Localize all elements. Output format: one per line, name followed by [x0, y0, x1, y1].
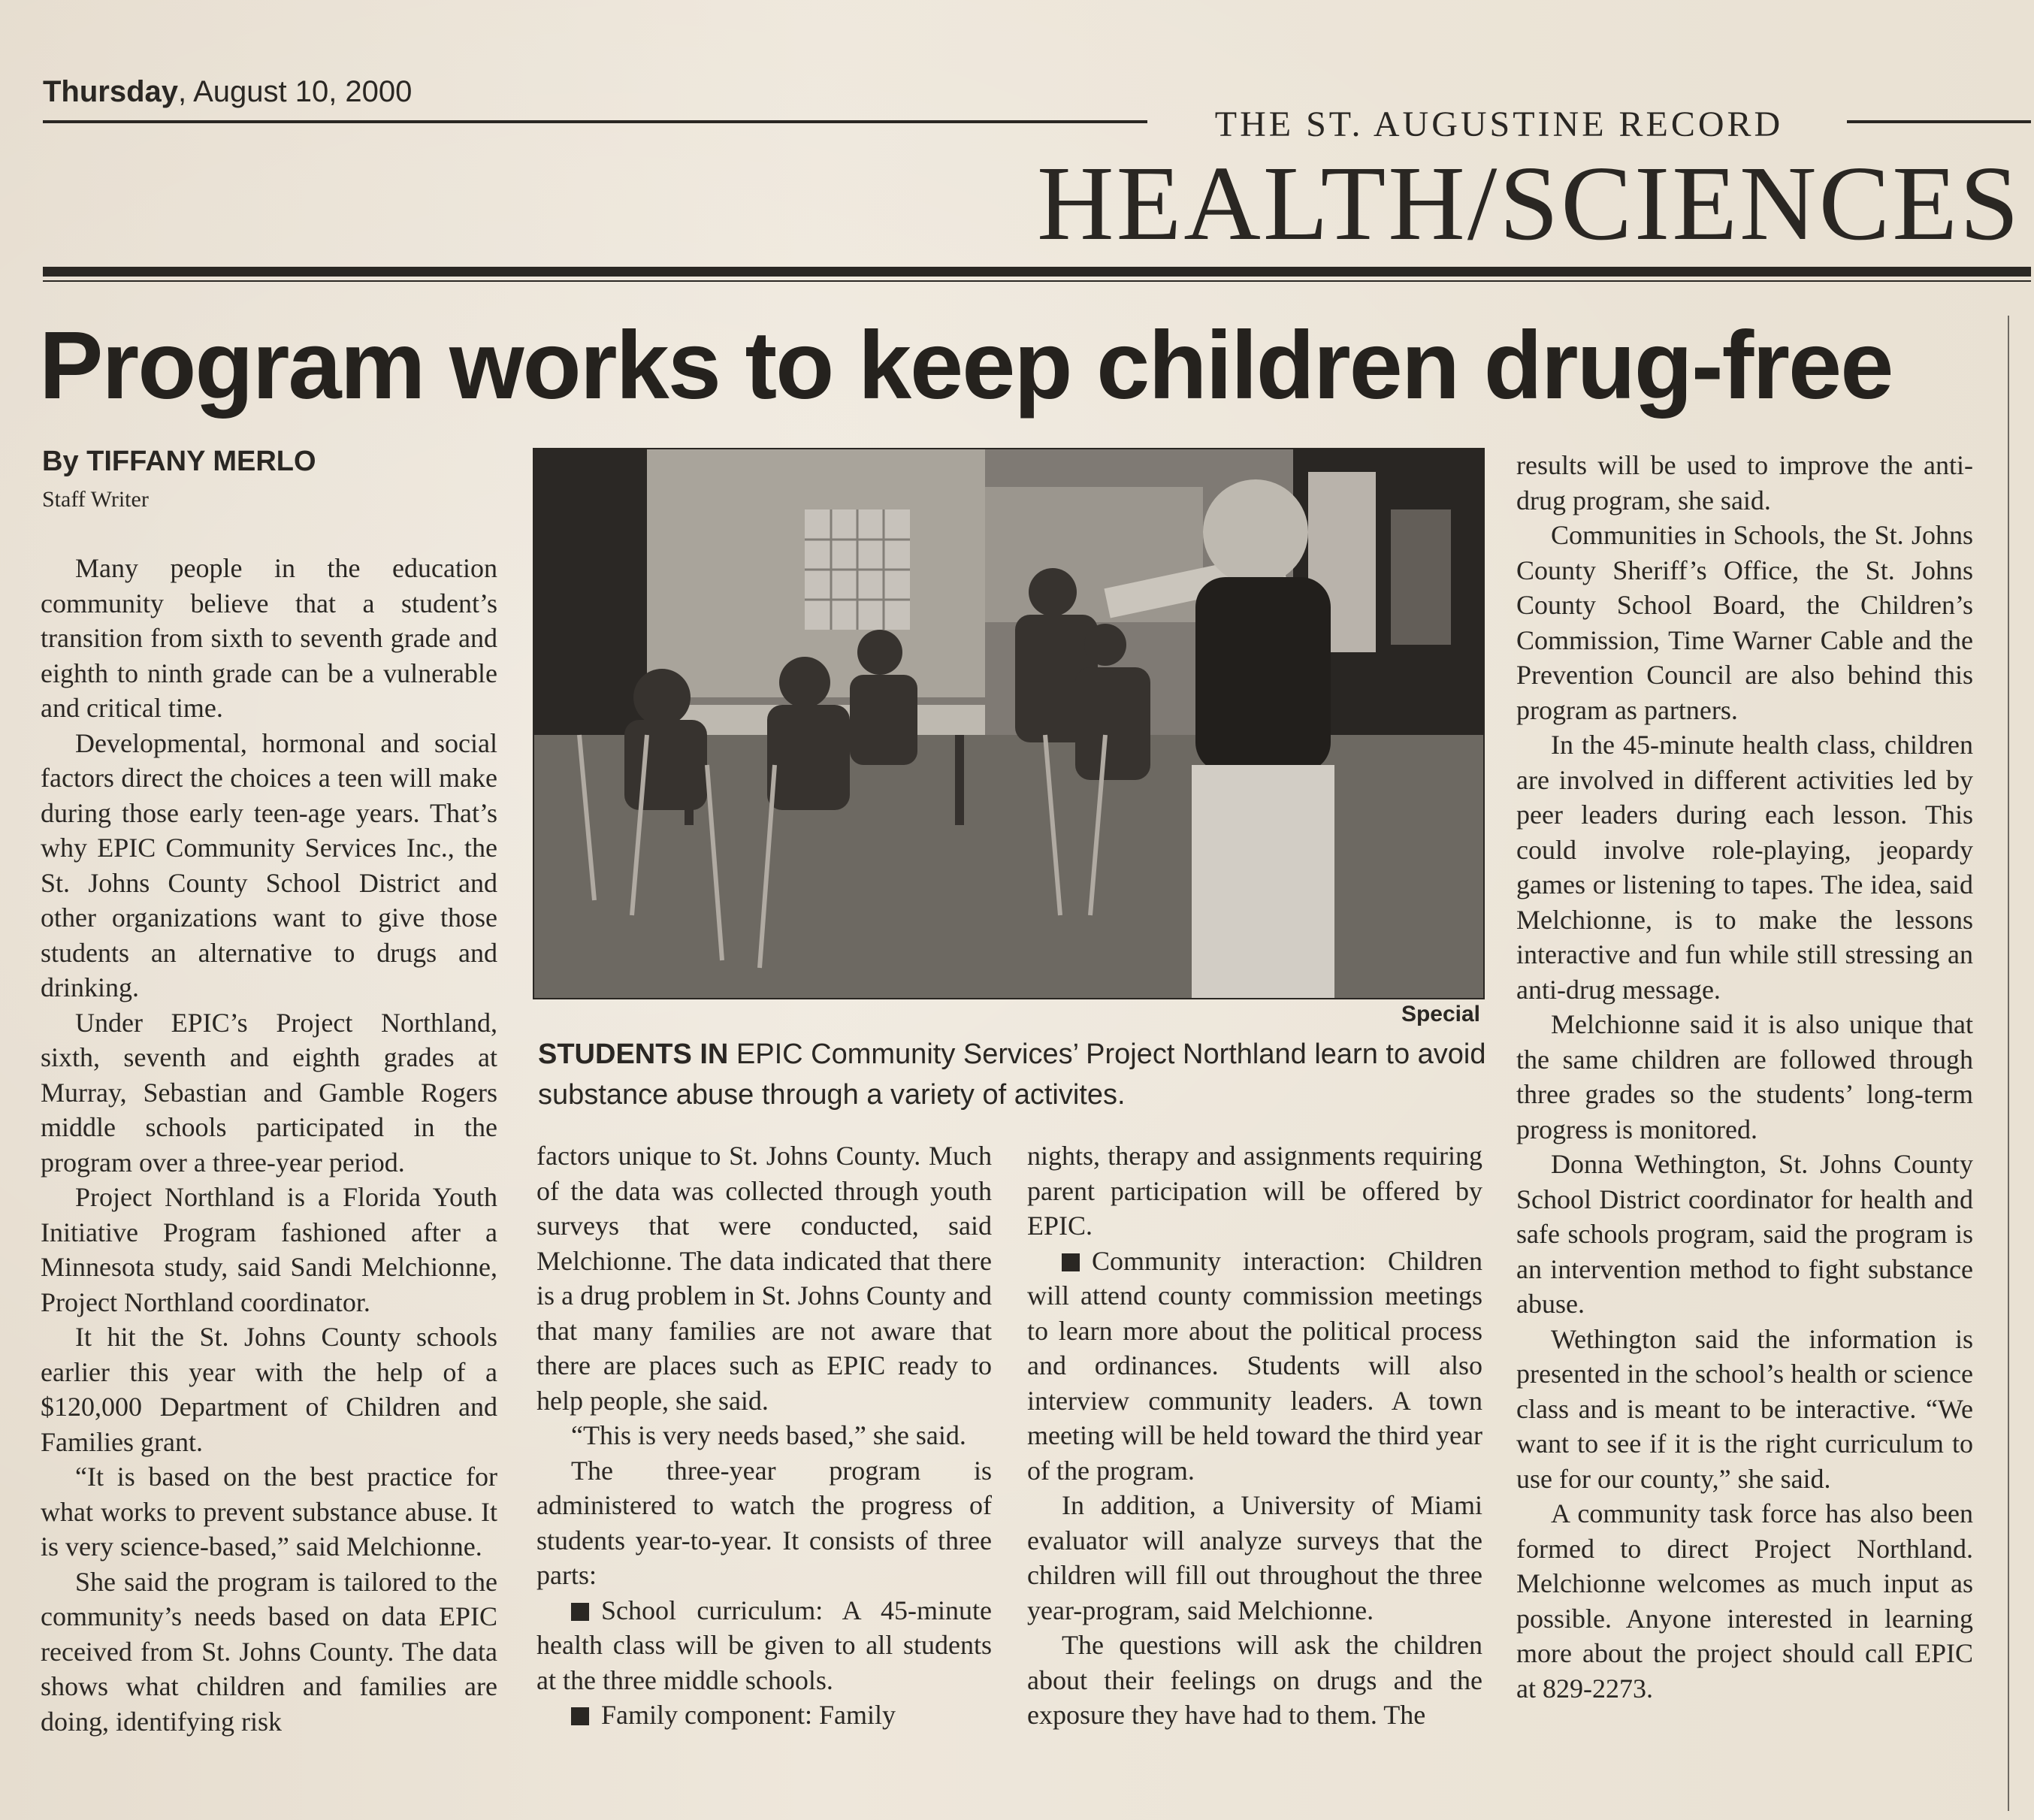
article-column-2	[536, 1138, 992, 1733]
dateline-date: , August 10, 2000	[178, 75, 413, 108]
article-column-4	[1516, 448, 1973, 1706]
photo-credit: Special	[1401, 1002, 1480, 1026]
paragraph: In addition, a University of Miami evaluator will analyze surveys that the children will fill out throughout the three year-program, said Melchionne.	[1027, 1490, 1482, 1625]
caption-lead: STUDENTS IN	[538, 1038, 729, 1070]
paragraph: factors unique to St. Johns County. Much of the data was collected through youth surveys that were conducted, said Melchionne. The data indicated that there is a drug problem in St. Johns County and that many families are not aware that there are places such as EPIC ready to help people, she said.	[536, 1141, 992, 1416]
bullet-text: School curriculum: A 45-minute health class will be given to all students at the three middle schools.	[536, 1595, 992, 1695]
dateline	[43, 75, 412, 109]
headline: Program works to keep children drug-free	[39, 312, 1893, 419]
paragraph: It hit the St. Johns County schools earlier this year with the help of a $120,000 Department of Children and Families grant.	[41, 1322, 497, 1457]
paragraph: Under EPIC’s Project Northland, sixth, seventh and eighth grades at Murray, Sebastian and Gamble Rogers middle schools participated in the program over a three-year period.	[41, 1007, 497, 1178]
paragraph: results will be used to improve the anti-drug program, she said.	[1516, 450, 1973, 515]
bullet-paragraph	[1027, 1244, 1482, 1489]
paragraph: She said the program is tailored to the community’s needs based on data EPIC received from St. Johns County. The data shows what children and families are doing, identifying risk	[41, 1566, 497, 1737]
paragraph: Communities in Schools, the St. Johns County Sheriff’s Office, the St. Johns County School Board, the Children’s Commission, Time Warner Cable and the Prevention Council are also behind this program as partners.	[1516, 520, 1973, 725]
paragraph: The three-year program is administered to watch the progress of students year-to-year. It consists of three parts:	[536, 1455, 992, 1590]
clipping-edge-rule	[2008, 316, 2009, 1811]
classroom-photo-illustration	[534, 449, 1483, 998]
newspaper-name: THE ST. AUGUSTINE RECORD	[1214, 104, 1784, 144]
article-photo	[533, 448, 1485, 999]
paragraph: Project Northland is a Florida Youth Initiative Program fashioned after a Minnesota study, said Sandi Melchionne, Project Northland coordinator.	[41, 1182, 497, 1317]
section-thin-rule	[43, 280, 2031, 282]
paragraph: nights, therapy and assignments requiring parent participation will be offered by EPIC.	[1027, 1141, 1482, 1241]
caption-text: EPIC Community Services’ Project Northland learn to avoid substance abuse through a variety of activites.	[538, 1038, 1486, 1111]
article-column-1	[41, 551, 497, 1739]
paragraph: Many people in the education community believe that a student’s transition from sixth to seventh grade and eighth to ninth grade can be a vulnerable and critical time.	[41, 553, 497, 723]
bullet-paragraph	[536, 1593, 992, 1698]
paragraph: Developmental, hormonal and social factors direct the choices a teen will make during those early teen-age years. That’s why EPIC Community Services Inc., the St. Johns County School District and other organizations want to give those students an alternative to drugs and drinking.	[41, 727, 497, 1002]
dateline-day: Thursday	[43, 75, 179, 108]
byline: By TIFFANY MERLO	[42, 446, 316, 477]
section-title: HEALTH/SCIENCES	[1037, 144, 2021, 262]
masthead-rule-left	[43, 120, 1147, 123]
bullet-paragraph	[536, 1698, 992, 1733]
paragraph: “It is based on the best practice for what works to prevent substance abuse. It is very science-based,” said Melchionne.	[41, 1462, 497, 1562]
paragraph: “This is very needs based,” she said.	[571, 1420, 966, 1450]
bullet-text: Community interaction: Children will attend county commission meetings to learn more about the political process and ordinances. Students will also interview community leaders. A town meeting will be held toward the third year of the program.	[1027, 1245, 1482, 1486]
paragraph: Melchionne said it is also unique that the same children are followed through three grades so the students’ long-term progress is monitored.	[1516, 1009, 1973, 1144]
paragraph: The questions will ask the children about their feelings on drugs and the exposure they have had to them. The	[1027, 1630, 1482, 1730]
byline-role: Staff Writer	[42, 487, 149, 512]
paragraph: A community task force has also been formed to direct Project Northland. Melchionne welcomes as much input as possible. Anyone interested in learning more about the project should call EPIC at 829-2273.	[1516, 1498, 1973, 1704]
paragraph: In the 45-minute health class, children are involved in different activities led by peer leaders during each lesson. This could involve role-playing, jeopardy games or listening to tapes. The idea, said Melchionne, is to make the lessons interactive and fun while still stressing an anti-drug message.	[1516, 730, 1973, 1005]
paragraph: Wethington said the information is presented in the school’s health or science class and is meant to be interactive. “We want to see if it is the right curriculum to use for our county,” she said.	[1516, 1323, 1973, 1494]
square-bullet-icon	[571, 1707, 589, 1725]
photo-caption	[538, 1034, 1492, 1115]
square-bullet-icon	[1062, 1253, 1080, 1271]
bullet-text: Family component: Family	[601, 1700, 896, 1730]
square-bullet-icon	[571, 1603, 589, 1621]
masthead-rule-right	[1847, 120, 2031, 123]
paragraph: Donna Wethington, St. Johns County School District coordinator for health and safe schools program, said the program is an intervention method to fight substance abuse.	[1516, 1149, 1973, 1319]
section-heavy-rule	[43, 267, 2031, 277]
article-column-3	[1027, 1138, 1482, 1733]
